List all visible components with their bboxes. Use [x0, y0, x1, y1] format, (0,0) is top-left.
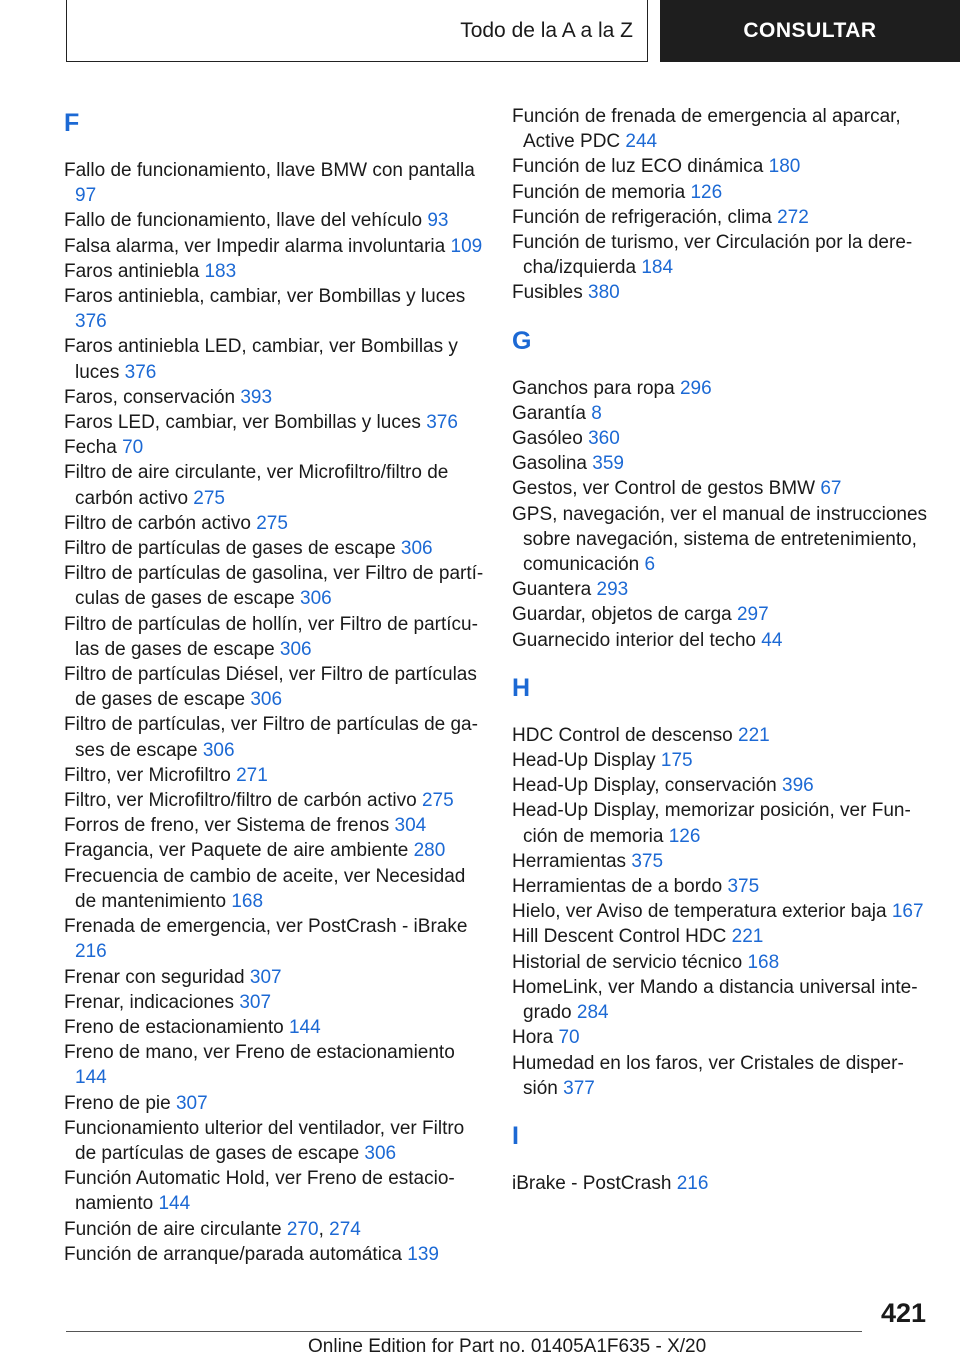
- entry-text: Filtro, ver Microfiltro/filtro de carbón activo: [64, 790, 417, 812]
- entry-text: Hill Descent Control HDC: [512, 926, 727, 948]
- index-entry: [512, 950, 932, 975]
- index-entry: [512, 451, 932, 476]
- section-letter: H: [512, 673, 531, 702]
- index-entry: [64, 435, 484, 460]
- index-entry: [64, 712, 484, 762]
- entry-text: Filtro, ver Microfiltro: [64, 764, 231, 786]
- page-link[interactable]: 296: [679, 377, 712, 399]
- index-entry: [64, 914, 484, 964]
- index-entry: [512, 849, 932, 874]
- index-entry: [512, 154, 932, 179]
- page-link[interactable]: 307: [239, 991, 272, 1013]
- index-entry: [64, 838, 484, 863]
- entry-text: Ganchos para ropa: [512, 377, 675, 399]
- index-entry: [512, 723, 932, 748]
- index-entry: [64, 864, 484, 914]
- page-link[interactable]: 307: [175, 1092, 208, 1114]
- page-link[interactable]: 144: [288, 1016, 321, 1038]
- index-entry: [64, 990, 484, 1015]
- page-link[interactable]: 280: [413, 840, 446, 862]
- entry-text: Funcionamiento ulterior del ventilador, ver Filtro de partículas de gases de escape: [64, 1117, 465, 1164]
- index-entry: [512, 502, 932, 578]
- index-entry: [64, 561, 484, 611]
- page-link[interactable]: 284: [576, 1002, 609, 1024]
- index-entry: [64, 410, 484, 435]
- entry-text: Filtro de partículas de hollín, ver Filtro de partículas de gases de escape: [64, 613, 478, 660]
- page-link[interactable]: 293: [596, 579, 629, 601]
- entry-text: Función de refrigeración, clima: [512, 206, 772, 228]
- entry-text: Función de aire circulante: [64, 1218, 282, 1240]
- index-entry: [512, 104, 932, 154]
- page-link[interactable]: 307: [249, 966, 282, 988]
- page-link[interactable]: 126: [668, 825, 701, 847]
- entry-text: Filtro de partículas, ver Filtro de partículas de gases de escape: [64, 714, 478, 761]
- entry-text: Forros de freno, ver Sistema de frenos: [64, 815, 390, 837]
- page-link[interactable]: 297: [736, 604, 769, 626]
- entry-text: Función Automatic Hold, ver Freno de estacionamiento: [64, 1168, 455, 1215]
- entry-text: Fallo de funcionamiento, llave BMW con pantalla: [64, 160, 475, 181]
- entry-text: Herramientas de a bordo: [512, 876, 723, 898]
- index-entry: [64, 612, 484, 662]
- index-entry: [64, 234, 484, 259]
- page-link[interactable]: 306: [300, 588, 332, 610]
- entry-text: Head-Up Display, memorizar posición, ver Función de memoria: [512, 800, 911, 847]
- page-link[interactable]: 304: [394, 815, 427, 837]
- entry-text: Freno de pie: [64, 1092, 171, 1114]
- index-entry: Función de aire circulante 270, 274: [64, 1218, 361, 1240]
- page-link[interactable]: 376: [124, 361, 157, 383]
- page-link[interactable]: 167: [891, 901, 924, 923]
- page-link[interactable]: 8: [591, 402, 602, 424]
- tab-todo-de-la-a-a-la-z[interactable]: Todo de la A a la Z: [66, 0, 648, 62]
- entry-text: Frecuencia de cambio de aceite, ver Necesidad de mantenimiento: [64, 865, 466, 912]
- entry-text: Faros antiniebla: [64, 260, 200, 282]
- index-column-left: [64, 104, 484, 1267]
- index-entry: [512, 376, 932, 401]
- index-entry: [512, 798, 932, 848]
- page-link[interactable]: 70: [558, 1027, 580, 1049]
- entry-text: Fallo de funcionamiento, llave del vehículo: [64, 210, 423, 232]
- entry-text: Garantía: [512, 402, 586, 424]
- page-link[interactable]: 175: [660, 750, 693, 772]
- index-entry: [64, 158, 484, 208]
- index-entry: [64, 460, 484, 510]
- footer-edition-text: Online Edition for Part no. 01405A1F635 - X/20: [308, 1336, 707, 1357]
- index-entry: [64, 284, 484, 334]
- index-entry: [512, 748, 932, 773]
- index-entry: [512, 180, 932, 205]
- index-entry: [64, 813, 484, 838]
- page-link[interactable]: 376: [426, 412, 458, 434]
- entry-text: Filtro de carbón activo: [64, 512, 251, 534]
- entry-text: HDC Control de descenso: [512, 724, 733, 746]
- page-link[interactable]: 216: [676, 1172, 709, 1194]
- page-link[interactable]: 93: [427, 210, 449, 232]
- page-link[interactable]: 275: [256, 512, 288, 534]
- index-entry: [512, 1171, 932, 1196]
- index-entry: [512, 577, 932, 602]
- section-letter: I: [512, 1121, 519, 1150]
- index-entry: [512, 426, 932, 451]
- entry-text: Guardar, objetos de carga: [512, 604, 732, 626]
- index-entry: [64, 763, 484, 788]
- page-link[interactable]: 183: [204, 260, 237, 282]
- page-link[interactable]: 180: [768, 156, 801, 178]
- page-link[interactable]: 270: [286, 1218, 319, 1240]
- page-link[interactable]: 271: [236, 764, 268, 786]
- page-link[interactable]: 6: [644, 554, 656, 576]
- index-entry: [64, 208, 484, 233]
- entry-text: Freno de estacionamiento: [64, 1016, 284, 1038]
- index-entry: [64, 1040, 484, 1090]
- page-link[interactable]: 306: [202, 739, 235, 761]
- page-link[interactable]: 67: [820, 478, 842, 500]
- index-entry: [512, 1051, 932, 1101]
- index-entry: [512, 924, 932, 949]
- index-entry: [512, 205, 932, 230]
- index-entry: [64, 662, 484, 712]
- index-entry: [512, 975, 932, 1025]
- index-entry: [512, 1025, 932, 1050]
- entry-text: iBrake - PostCrash: [512, 1172, 672, 1194]
- index-entry: [64, 536, 484, 561]
- index-entry: [512, 899, 932, 924]
- entry-text: Función de frenada de emergencia al aparcar, Active PDC: [512, 106, 901, 153]
- page-link[interactable]: 244: [625, 131, 658, 153]
- entry-text: Frenar, indicaciones: [64, 991, 235, 1013]
- page-link[interactable]: 216: [75, 941, 107, 963]
- entry-text: Filtro de aire circulante, ver Microfiltro/filtro de carbón activo: [64, 462, 449, 509]
- entry-text: Gestos, ver Control de gestos BMW: [512, 478, 816, 500]
- entry-text: Historial de servicio técnico: [512, 951, 743, 973]
- page-link[interactable]: 139: [407, 1243, 439, 1265]
- page-link[interactable]: 396: [782, 775, 814, 797]
- page-number: 421: [880, 1298, 926, 1328]
- entry-text: Filtro de partículas de gases de escape: [64, 538, 396, 560]
- index-entry: [64, 1091, 484, 1116]
- entry-text: Hora: [512, 1027, 554, 1049]
- entry-text: Head-Up Display: [512, 750, 656, 772]
- entry-text: Herramientas: [512, 850, 627, 872]
- entry-text: Fecha: [64, 437, 117, 459]
- index-entry: [512, 874, 932, 899]
- index-entry: [64, 1166, 484, 1216]
- page-link[interactable]: 360: [588, 428, 620, 450]
- entry-text: Humedad en los faros, ver Cristales de dispersión: [512, 1052, 904, 1099]
- index-entry: [512, 230, 932, 280]
- entry-text: Función de memoria: [512, 181, 686, 203]
- footer-divider: [66, 1331, 862, 1332]
- page-link[interactable]: 306: [250, 689, 283, 711]
- index-entry: [64, 1116, 484, 1166]
- entry-text: Fragancia, ver Paquete de aire ambiente: [64, 840, 409, 862]
- entry-text: Filtro de partículas de gasolina, ver Filtro de partículas de gases de escape: [64, 563, 484, 610]
- index-entry: [64, 259, 484, 284]
- page-link[interactable]: 144: [75, 1067, 107, 1089]
- page-link[interactable]: 393: [240, 386, 273, 408]
- page-link[interactable]: 375: [631, 850, 664, 872]
- page-link[interactable]: 221: [738, 724, 770, 746]
- page-link[interactable]: 221: [731, 926, 764, 948]
- entry-text: Función de luz ECO dinámica: [512, 156, 764, 178]
- page-link[interactable]: 376: [75, 311, 107, 333]
- index-entry: [64, 385, 484, 410]
- index-entry: [64, 965, 484, 990]
- index-entry: [64, 1015, 484, 1040]
- entry-text: Faros LED, cambiar, ver Bombillas y luces: [64, 412, 421, 434]
- section-letter: F: [64, 109, 80, 137]
- entry-text: Filtro de partículas Diésel, ver Filtro de partículas de gases de escape: [64, 664, 477, 711]
- entry-text: Falsa alarma, ver Impedir alarma involuntaria: [64, 235, 446, 257]
- entry-text: Faros antiniebla, cambiar, ver Bombillas y luces: [64, 286, 466, 308]
- entry-text: Guantera: [512, 579, 592, 601]
- index-entry: [512, 280, 932, 305]
- entry-text: Gasolina: [512, 453, 587, 475]
- page-link[interactable]: 97: [75, 185, 97, 207]
- index-entry: [512, 401, 932, 426]
- entry-text: Faros, conservación: [64, 386, 236, 408]
- page-link[interactable]: 275: [421, 790, 454, 812]
- page-link[interactable]: 377: [563, 1077, 595, 1099]
- page-link[interactable]: 184: [641, 257, 674, 279]
- page-link[interactable]: 375: [727, 876, 760, 898]
- page-link[interactable]: 359: [592, 453, 624, 475]
- page-link[interactable]: 126: [690, 181, 723, 203]
- index-entry: [512, 773, 932, 798]
- entry-text: GPS, navegación, ver el manual de instrucciones sobre navegación, sistema de entretenimiento, comunicación: [512, 503, 928, 576]
- index-entry: [512, 602, 932, 627]
- page-link[interactable]: 109: [450, 235, 483, 257]
- entry-text: Head-Up Display, conservación: [512, 775, 777, 797]
- index-entry: [64, 511, 484, 536]
- entry-text: HomeLink, ver Mando a distancia universal integrado: [512, 976, 918, 1024]
- page-link[interactable]: 44: [761, 629, 783, 651]
- page-link[interactable]: 144: [158, 1193, 191, 1215]
- page-link[interactable]: 168: [747, 951, 780, 973]
- page-link[interactable]: 306: [364, 1142, 397, 1164]
- section-letter: G: [512, 326, 532, 355]
- page-link[interactable]: 306: [400, 538, 433, 560]
- entry-text: Guarnecido interior del techo: [512, 629, 756, 651]
- page-link[interactable]: 70: [122, 437, 144, 459]
- page-link[interactable]: 306: [279, 638, 312, 660]
- entry-text: Fusibles: [512, 282, 583, 304]
- page-link[interactable]: 168: [231, 890, 264, 912]
- index-entry: [64, 1242, 484, 1267]
- page-link[interactable]: 380: [588, 282, 620, 304]
- index-entry: [512, 628, 932, 653]
- page-link[interactable]: 272: [777, 206, 809, 228]
- entry-text: Frenada de emergencia, ver PostCrash - iBrake: [64, 916, 468, 938]
- index-entry: [64, 788, 484, 813]
- entry-text: Función de arranque/parada automática: [64, 1243, 403, 1265]
- entry-text: Gasóleo: [512, 428, 583, 450]
- index-column-right: [512, 104, 932, 1196]
- index-entry: [512, 476, 932, 501]
- entry-text: Función de turismo, ver Circulación por la derecha/izquierda: [512, 232, 913, 279]
- entry-text: Hielo, ver Aviso de temperatura exterior baja: [512, 901, 887, 923]
- page-link[interactable]: 275: [193, 487, 225, 509]
- page-link[interactable]: 274: [329, 1218, 361, 1240]
- entry-text: Faros antiniebla LED, cambiar, ver Bombillas y luces: [64, 336, 458, 383]
- entry-text: Frenar con seguridad: [64, 966, 245, 988]
- index-entry: [64, 334, 484, 384]
- entry-text: Freno de mano, ver Freno de estacionamiento: [64, 1042, 455, 1064]
- tab-consultar[interactable]: CONSULTAR: [660, 0, 960, 62]
